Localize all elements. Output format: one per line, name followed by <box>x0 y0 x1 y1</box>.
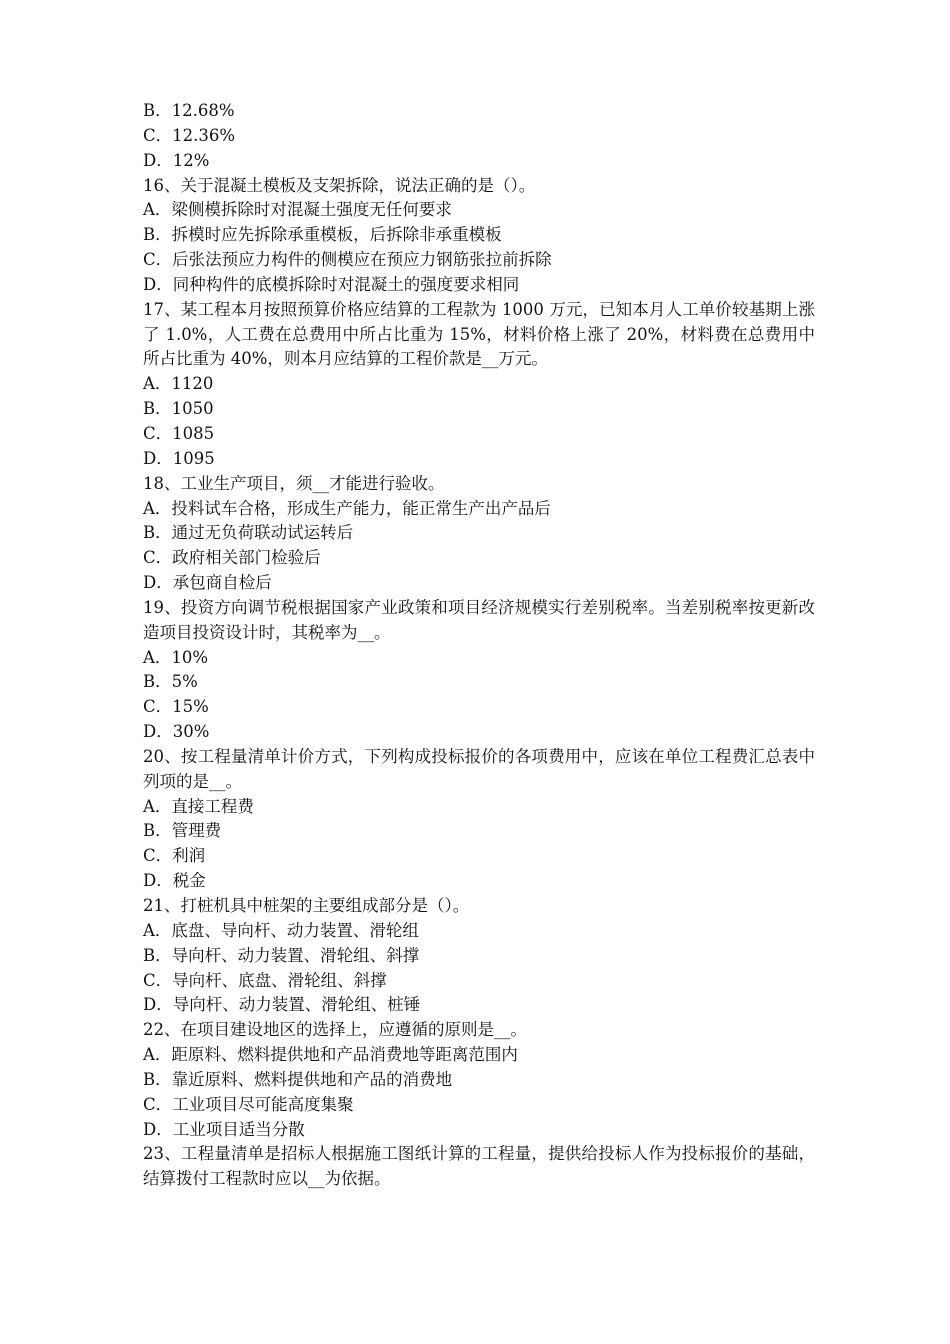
option-line: C．12.36% <box>143 125 236 145</box>
option-line: B．拆模时应先拆除承重模板，后拆除非承重模板 <box>143 225 502 245</box>
option-line: A．1120 <box>143 374 214 394</box>
option-line: D．1095 <box>143 448 215 468</box>
option-line: B．靠近原料、燃料提供地和产品的消费地 <box>143 1069 453 1089</box>
option-line: C．导向杆、底盘、滑轮组、斜撑 <box>143 970 387 990</box>
option-line: C．15% <box>143 697 209 717</box>
option-line: A．底盘、导向杆、动力装置、滑轮组 <box>143 920 419 940</box>
option-line: D．承包商自检后 <box>143 573 272 593</box>
document-page <box>143 99 815 1192</box>
option-line: D．税金 <box>143 871 206 891</box>
option-line: C．政府相关部门检验后 <box>143 548 321 568</box>
option-line: C．工业项目尽可能高度集聚 <box>143 1094 354 1114</box>
option-line: D．工业项目适当分散 <box>143 1119 305 1139</box>
option-line: B．12.68% <box>143 101 235 120</box>
question-stem: 18、工业生产项目，须__才能进行验收。 <box>143 473 445 493</box>
option-line: C．后张法预应力构件的侧模应在预应力钢筋张拉前拆除 <box>143 250 552 270</box>
question-stem: 17、某工程本月按照预算价格应结算的工程款为 1000 万元，已知本月人工单价较基期上涨了 1.0%，人工费在总费用中所占比重为 15%，材料价格上涨了 20%，材料费在总费用中所占比重为 40%，则本月应结算的工程价款是__万元。 <box>143 299 815 369</box>
option-line: D．30% <box>143 722 210 742</box>
option-line: C．1085 <box>143 423 215 443</box>
question-stem: 23、工程量清单是招标人根据施工图纸计算的工程量，提供给投标人作为投标报价的基础，结算拨付工程款时应以__为依据。 <box>143 1144 815 1189</box>
question-stem: 20、按工程量清单计价方式，下列构成投标报价的各项费用中，应该在单位工程费汇总表中列项的是__。 <box>143 746 815 791</box>
option-line: B．管理费 <box>143 821 222 841</box>
option-line: A．梁侧模拆除时对混凝土强度无任何要求 <box>143 200 452 220</box>
option-line: B．通过无负荷联动试运转后 <box>143 523 354 543</box>
option-line: A．距原料、燃料提供地和产品消费地等距离范围内 <box>143 1045 518 1065</box>
option-line: A．10% <box>143 647 209 667</box>
option-line: B．1050 <box>143 399 214 419</box>
option-line: C．利润 <box>143 846 206 866</box>
option-line: B．5% <box>143 672 198 692</box>
option-line: D．同种构件的底模拆除时对混凝土的强度要求相同 <box>143 274 520 294</box>
option-line: D．12% <box>143 150 210 170</box>
question-stem: 21、打桩机具中桩架的主要组成部分是（）。 <box>143 896 470 915</box>
question-stem: 22、在项目建设地区的选择上，应遵循的原则是__。 <box>143 1020 527 1040</box>
question-stem: 19、投资方向调节税根据国家产业政策和项目经济规模实行差别税率。当差别税率按更新改造项目投资设计时，其税率为__。 <box>143 597 815 642</box>
option-line: A．直接工程费 <box>143 796 254 816</box>
option-line: A．投料试车合格，形成生产能力，能正常生产出产品后 <box>143 498 551 518</box>
option-line: D．导向杆、动力装置、滑轮组、桩锤 <box>143 995 421 1015</box>
question-stem: 16、关于混凝土模板及支架拆除，说法正确的是（）。 <box>143 175 536 195</box>
option-line: B．导向杆、动力装置、滑轮组、斜撑 <box>143 945 420 965</box>
